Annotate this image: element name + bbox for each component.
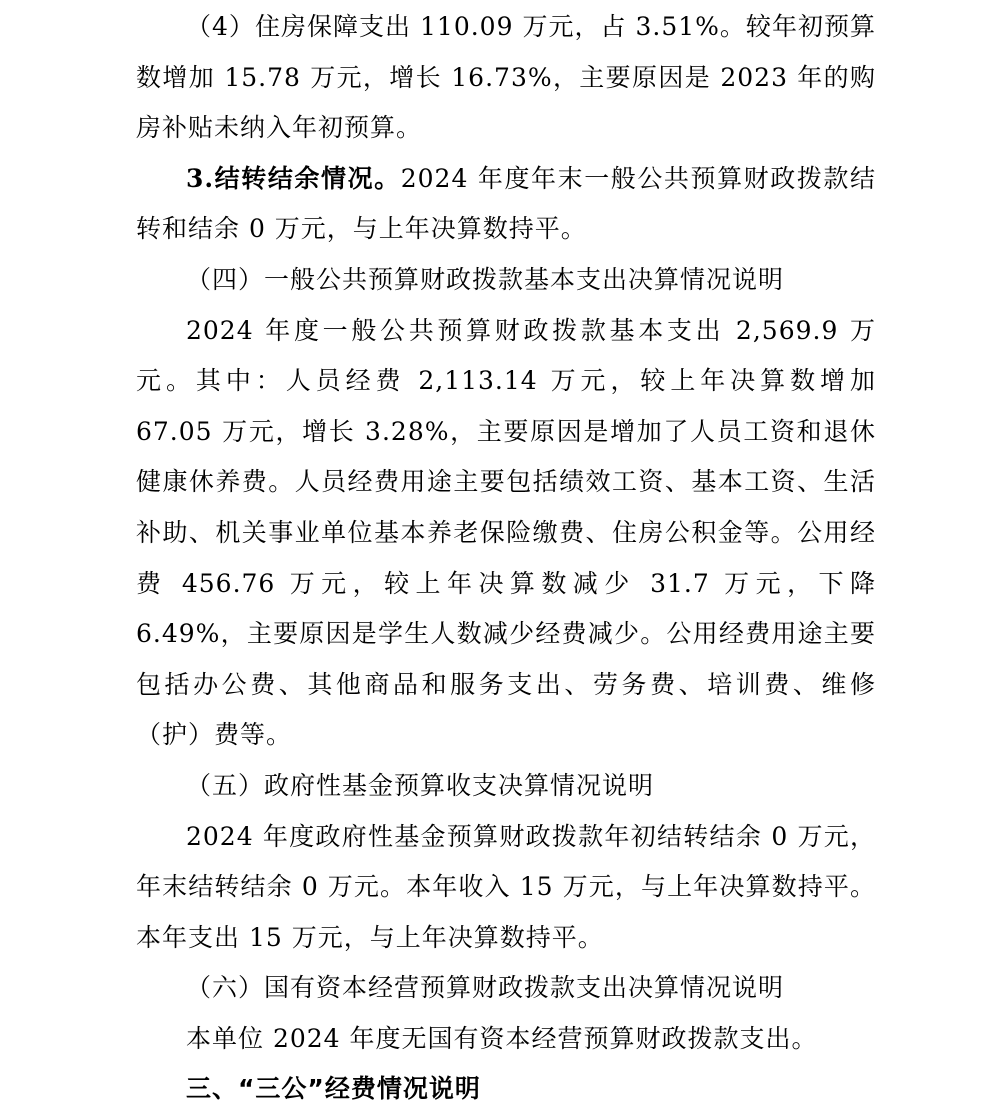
paragraph-government-fund: 2024 年度政府性基金预算财政拨款年初结转结余 0 万元，年末结转结余 0 万元。本年收入 15 万元，与上年决算数持平。本年支出 15 万元，与上年决算数持平。 [136, 821, 876, 952]
document-page [136, 0, 876, 1115]
heading-state-capital: （六）国有资本经营预算财政拨款支出决算情况说明 [186, 973, 785, 1003]
carryover-body: 2024 年度年末一般公共预算财政拨款结转和结余 0 万元，与上年决算数持平。 [136, 163, 876, 244]
paragraph-basic-expenditure: 2024 年度一般公共预算财政拨款基本支出 2,569.9 万元。其中：人员经费 2,113.14 万元，较上年决算数增加 67.05 万元，增长 3.28%，主要原因是增加了人员工资和退休健康休养费。人员经费用途主要包括绩效工资、基本工资、生活补助、机关事业单位基本养老保险缴费、住房公积金等。公用经费 456.76 万元，较上年决算数减少 31.7 万元，下降 6.49%，主要原因是学生人数减少经费减少。公用经费用途主要包括办公费、其他商品和服务支出、劳务费、培训费、维修（护）费等。 [136, 315, 876, 750]
heading-government-fund: （五）政府性基金预算收支决算情况说明 [186, 770, 655, 800]
paragraph-housing-expenditure: （4）住房保障支出 110.09 万元，占 3.51%。较年初预算数增加 15.78 万元，增长 16.73%，主要原因是 2023 年的购房补贴未纳入年初预算。 [136, 12, 876, 143]
heading-basic-expenditure: （四）一般公共预算财政拨款基本支出决算情况说明 [186, 264, 785, 294]
heading-three-public-expenses: 三、“三公”经费情况说明 [186, 1074, 481, 1104]
paragraph-state-capital: 本单位 2024 年度无国有资本经营预算财政拨款支出。 [186, 1023, 818, 1053]
paragraph-carryover [136, 154, 876, 255]
carryover-lead: 3.结转结余情况。 [186, 163, 401, 193]
